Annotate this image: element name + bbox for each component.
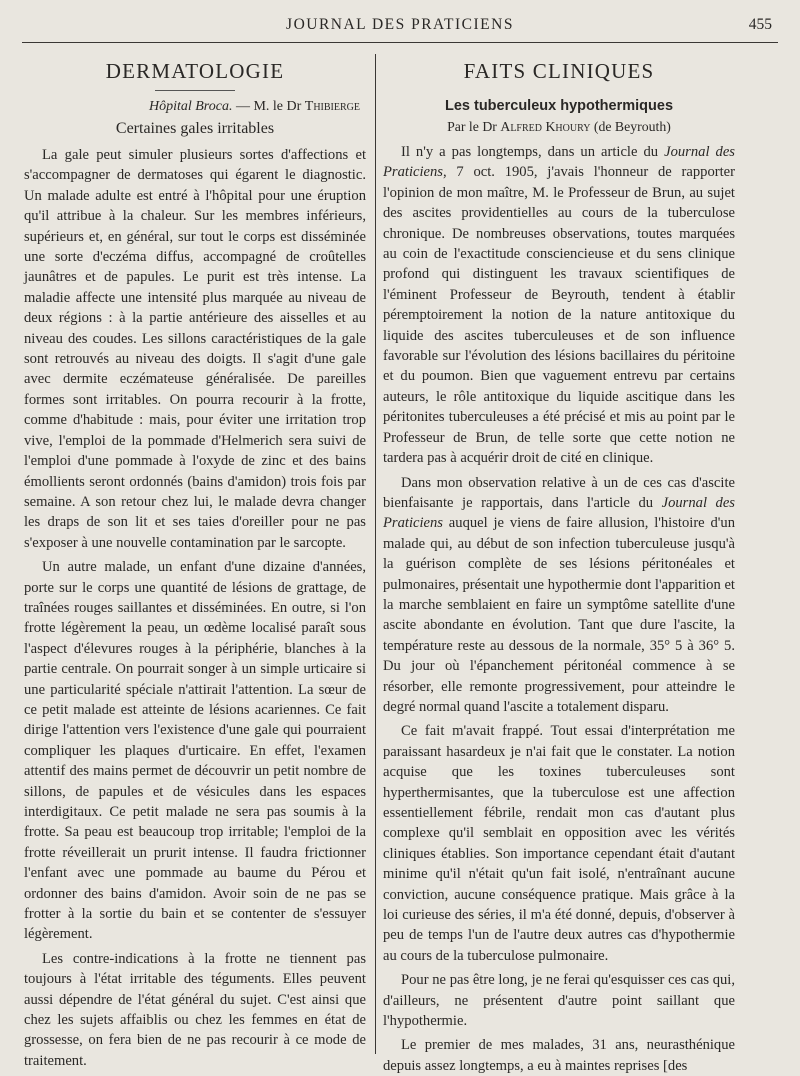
author-place: (de Beyrouth) xyxy=(590,119,671,134)
journal-citation: Journal des Praticiens xyxy=(383,144,735,181)
text-run: Il n'y a pas longtemps, dans un article du xyxy=(401,144,665,160)
text-run: , 7 oct. 1905, j'avais l'honneur de rapporter l'opinion de mon maître, M. le Professeur de Brun, au sujet des ascites providentielles au cours de la tuberculose chronique. De nombreuses observations, toutes marquées au coin de l'exactitude consciencieuse et du sens clinique profond qui distinguent les travaux scientifiques de l'éminent Professeur de Beyrouth, tendent à établir péremptoirement la notion de la nature antitoxique du liquide des ascites tuberculeuses et de son influence favorable sur l'évolution des lésions bacillaires du péritoine et du poumon. Bien que vaguement entrevu par certains auteurs, le rôle antitoxique du liquide ascitique dans les péritonites tuberculeuses a été précisé et mis au point par le Professeur de Brun, de telle sorte que cette notion ne tardera pas à acquérir droit de cité en clinique. xyxy=(383,164,735,467)
article-byline xyxy=(24,97,360,116)
page-number: 455 xyxy=(748,16,772,33)
column-divider xyxy=(375,54,376,1054)
running-title: JOURNAL DES PRATICIENS xyxy=(286,16,514,33)
byline-text: — M. le Dr xyxy=(232,99,305,114)
left-column xyxy=(24,56,366,1071)
page-header xyxy=(22,12,778,42)
article-title: Certaines gales irritables xyxy=(115,120,275,137)
paragraph: Pour ne pas être long, je ne ferai qu'esquisser ces cas qui, d'ailleurs, ne présentent d'autre point saillant que l'hypothermie. xyxy=(383,972,735,1030)
paragraph: Les contre-indications à la frotte ne tiennent pas toujours à l'état irritable des téguments. Elles peuvent aussi dépendre de l'état général du sujet. C'est ainsi que chez les sujets affaiblis ou chez les femmes en état de grossesse, on fera bien de ne pas recourir à ce mode de traitement. xyxy=(24,950,366,1069)
article-title: Les tuberculeux hypothermiques xyxy=(444,98,674,114)
text-run: Dans mon observation relative à un de ces cas d'ascite bienfaisante je rapportais, dans l'article du xyxy=(383,474,735,511)
paragraph: La gale peut simuler plusieurs sortes d'affections et s'accompagner de dermatoses qui égarent le diagnostic. Un malade adulte est entré à l'hôpital pour une éruption qu'il attribue à la chaleur. Sur les membres inférieurs, supérieurs et, en général, sur tout le corps est disséminée une sorte d'eczéma diffus, accompagné de croûtelles jaunâtres et de papules. Le purit est très intense. La maladie affecte une intensité plus marquée au niveau de deux régions : à la partie antérieure des aisselles et au niveau des coudes. Les sillons caractéristiques de la gale sont retrouvés au niveau des doigts. Il s'agit d'une gale avec dermite eczémateuse généralisée. De pareilles formes sont irritables. On pourra recourir à la frotte, comme d'habitude : mais, pour éviter une irritation trop vive, l'emploi de la pommade d'Helmerich sera suivi de l'emploi d'une pommade à l'oxyde de zinc et des bains émollients seront ordonnés (bains d'amidon) trois fois par semaine. A son retour chez lui, le malade devra changer les draps de son lit et ses taies d'oreiller pour ne pas s'exposer à une nouvelle contamination par le sarcopte. xyxy=(24,147,366,551)
paragraph: Le premier de mes malades, 31 ans, neurasthénique depuis assez longtemps, a eu à maintes reprises [des xyxy=(383,1037,735,1074)
paragraph: Un autre malade, un enfant d'une dizaine d'années, porte sur le corps une quantité de lésions de grattage, de traînées rouges saillantes et disséminées. En outre, si l'on frotte légèrement la peau, un œdème localisé paraît sous l'aspect d'élevures rouges à la périphérie, blanches à la partie centrale. On pourrait songer à un simple urticaire si une particularité spéciale n'attirait l'attention. La sœur de ce petit malade est atteinte de lésions acariennes. Ce fait dirige l'attention vers l'existence d'une gale qui pourraient compliquer les plaques d'urticaire. En effet, l'examen attentif des mains permet de découvrir un petit nombre de sillons, de papules et de vésicules dans les espaces interdigitaux. Ce petit malade ne sera pas soumis à la frotte. Sa peau est beaucoup trop irritable; l'emploi de la frotte réveillerait un prurit intense. Il faudra frictionner l'enfant avec une pommade au baume du Pérou et ordonner des bains d'amidon. Avoir soin de ne pas se frotter à la sortie du bain et se contenter de s'essuyer légèrement. xyxy=(24,559,366,943)
section-heading-faits-cliniques: FAITS CLINIQUES xyxy=(463,59,655,83)
article-author xyxy=(383,117,735,136)
byline-hospital: Hôpital Broca. xyxy=(148,99,233,114)
section-heading-dermatologie: DERMATOLOGIE xyxy=(105,59,285,83)
right-column xyxy=(383,56,735,1076)
paragraph xyxy=(383,473,735,718)
section-rule xyxy=(155,90,235,91)
paragraph: Ce fait m'avait frappé. Tout essai d'interprétation me paraissant hasardeux je n'ai fait que le constater. La notion acquise que les toxines tuberculeuses sont hyperthermisantes, que la tuberculose est une affection essentiellement fébrile, rendait mon cas d'autant plus complexe qu'il semblait en opposition avec les vérités cliniques établies. Son importance cependant était d'autant minime qu'il n'était qu'un fait isolé, n'entraînant aucune conviction, aucune conséquence pratique. Mais grâce à la loi curieuse des séries, il m'a été donné, depuis, d'observer à peu de temps l'un de l'autre deux autres cas d'hypothermie au cours de la tuberculose pulmonaire. xyxy=(383,723,735,964)
byline-author: Thibierge xyxy=(304,99,360,114)
author-name: Alfred Khoury xyxy=(500,119,591,134)
header-rule xyxy=(22,42,778,43)
author-prefix: Par le Dr xyxy=(447,119,501,134)
journal-citation: Journal des Praticiens xyxy=(383,494,735,532)
text-run: auquel je viens de faire allusion, l'histoire d'un malade qui, au début de son infection tuberculeuse jusqu'à la guérison complète de ses lésions péritonéales et pulmonaires, présentait une hypothermie dont l'apparition et la marche semblaient en faire un symptôme satellite d'une ascite abondante en évolution. Tant que dure l'ascite, la température reste au dessous de la normale, 35° 5 à 36° 5. Du jour où l'épanchement péritonéal commence à se résorber, elle remonte progressivement, pour atteindre le degré normal quand l'ascite a totalement disparu. xyxy=(383,515,735,715)
paragraph xyxy=(383,142,735,469)
